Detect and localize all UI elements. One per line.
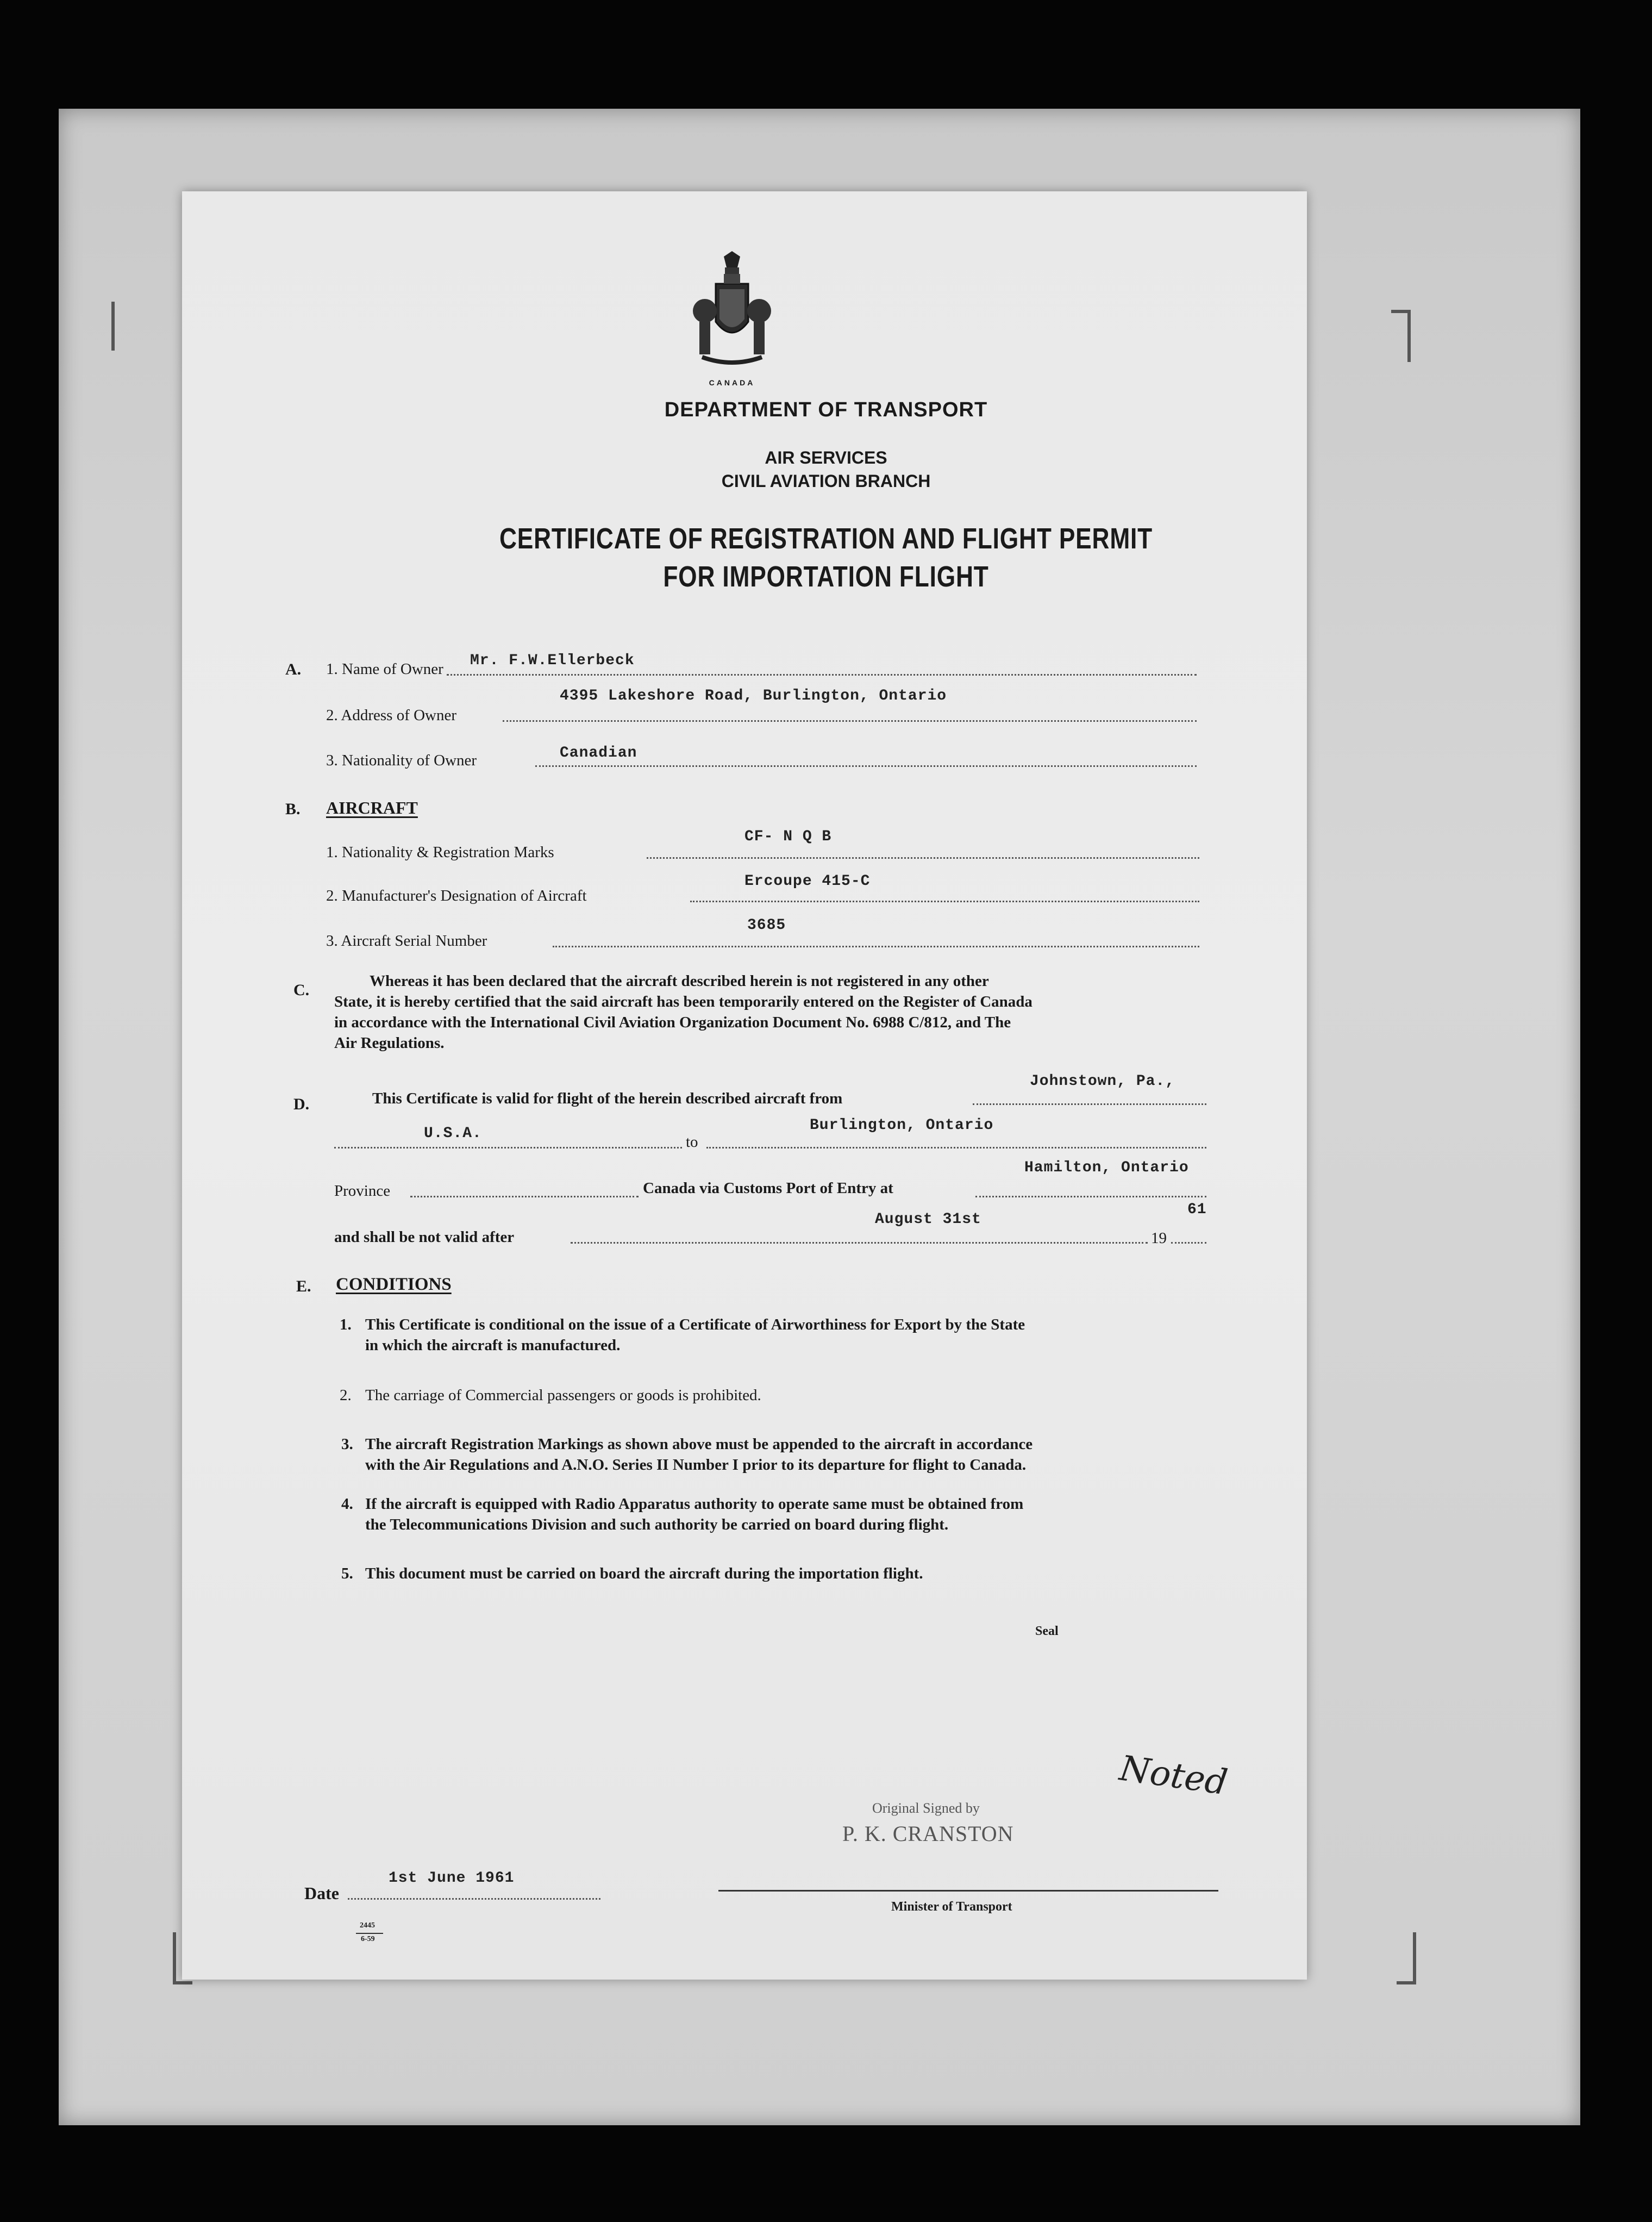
handwritten-note: Noted xyxy=(1117,1748,1230,1803)
customs-port-value: Hamilton, Ontario xyxy=(1024,1159,1189,1176)
condition-1-line-2: in which the aircraft is manufactured. xyxy=(365,1337,621,1354)
signed-stamp-line-2: P. K. CRANSTON xyxy=(842,1821,1014,1846)
section-b-letter: B. xyxy=(285,800,301,818)
owner-address-value: 4395 Lakeshore Road, Burlington, Ontario xyxy=(560,688,947,704)
condition-4-line-2: the Telecommunications Division and such authority be carried on board during flight. xyxy=(365,1516,949,1533)
condition-5-num: 5. xyxy=(341,1565,353,1582)
certificate-title-line2: FOR IMPORTATION FLIGHT xyxy=(663,560,989,593)
declaration-line-4: Air Regulations. xyxy=(334,1034,445,1052)
condition-2-line-1: The carriage of Commercial passengers or goods is prohibited. xyxy=(365,1387,761,1404)
origin-country-line xyxy=(334,1147,682,1149)
designation-line xyxy=(690,901,1199,902)
not-valid-after-value: August 31st xyxy=(875,1211,981,1228)
condition-1-num: 1. xyxy=(340,1316,352,1333)
valid-from-value: Johnstown, Pa., xyxy=(1030,1073,1175,1090)
valid-from-line xyxy=(973,1103,1206,1105)
owner-name-value: Mr. F.W.Ellerbeck xyxy=(470,652,635,669)
province-label: Province xyxy=(334,1182,391,1200)
valid-from-text: This Certificate is valid for flight of the herein described aircraft from xyxy=(372,1090,843,1107)
condition-3-num: 3. xyxy=(341,1435,353,1453)
owner-address-line xyxy=(503,720,1197,722)
minister-label: Minister of Transport xyxy=(891,1900,1012,1914)
condition-4-num: 4. xyxy=(341,1495,353,1513)
seal-label: Seal xyxy=(1035,1624,1059,1638)
coat-of-arms-icon xyxy=(691,251,773,376)
section-a-letter: A. xyxy=(285,660,302,678)
condition-1-line-1: This Certificate is conditional on the issue of a Certificate of Airworthiness for Export by the State xyxy=(365,1316,1025,1333)
origin-country-value: U.S.A. xyxy=(424,1125,482,1142)
date-label: Date xyxy=(304,1883,339,1903)
serial-number-line xyxy=(553,946,1199,947)
aircraft-heading: AIRCRAFT xyxy=(326,798,418,817)
condition-3-line-1: The aircraft Registration Markings as shown above must be appended to the aircraft in accordance xyxy=(365,1435,1033,1453)
certificate-title-line1: CERTIFICATE OF REGISTRATION AND FLIGHT PERMIT xyxy=(499,522,1153,555)
frame-corner-mark xyxy=(1397,1932,1416,1984)
section-e-letter: E. xyxy=(296,1277,311,1295)
owner-address-label: 2. Address of Owner xyxy=(326,707,457,724)
year-prefix: 19 xyxy=(1151,1229,1167,1247)
designation-value: Ercoupe 415-C xyxy=(744,873,871,890)
destination-value: Burlington, Ontario xyxy=(810,1117,994,1134)
serial-number-value: 3685 xyxy=(747,917,786,934)
serial-number-label: 3. Aircraft Serial Number xyxy=(326,932,487,950)
date-value: 1st June 1961 xyxy=(389,1870,515,1887)
not-valid-after-label: and shall be not valid after xyxy=(334,1228,515,1246)
owner-name-label: 1. Name of Owner xyxy=(326,660,443,678)
year-line xyxy=(1171,1242,1206,1244)
registration-marks-line xyxy=(647,857,1199,859)
condition-2-num: 2. xyxy=(340,1387,352,1404)
section-d-letter: D. xyxy=(293,1095,310,1113)
frame-corner-mark xyxy=(111,302,131,351)
owner-nationality-label: 3. Nationality of Owner xyxy=(326,752,477,769)
condition-4-line-1: If the aircraft is equipped with Radio Apparatus authority to operate same must be obtained from xyxy=(365,1495,1024,1513)
form-number-bottom: 6-59 xyxy=(361,1935,375,1943)
date-line xyxy=(348,1898,600,1900)
form-number-top: 2445 xyxy=(360,1921,375,1930)
crest-caption: CANADA xyxy=(709,378,755,387)
declaration-line-2: State, it is hereby certified that the said aircraft has been temporarily entered on the Register of Canada xyxy=(334,993,1032,1010)
customs-port-text: Canada via Customs Port of Entry at xyxy=(643,1179,893,1197)
year-suffix: 61 xyxy=(1187,1201,1207,1218)
section-c-letter: C. xyxy=(293,981,310,999)
condition-5-line-1: This document must be carried on board the aircraft during the importation flight. xyxy=(365,1565,923,1582)
declaration-line-3: in accordance with the International Civil Aviation Organization Document No. 6988 C/812, and The xyxy=(334,1014,1011,1031)
signature-line xyxy=(718,1890,1218,1892)
destination-line xyxy=(706,1147,1206,1149)
declaration-line-1: Whereas it has been declared that the aircraft described herein is not registered in any other xyxy=(370,972,989,990)
designation-label: 2. Manufacturer's Designation of Aircraft xyxy=(326,887,587,904)
signed-stamp-line-1: Original Signed by xyxy=(872,1800,980,1816)
branch-title: CIVIL AVIATION BRANCH xyxy=(721,471,931,491)
conditions-heading: CONDITIONS xyxy=(336,1275,452,1294)
service-title: AIR SERVICES xyxy=(765,448,887,467)
not-valid-after-line xyxy=(571,1242,1148,1244)
frame-corner-mark xyxy=(1391,310,1411,362)
owner-nationality-value: Canadian xyxy=(560,745,637,762)
department-title: DEPARTMENT OF TRANSPORT xyxy=(664,398,988,421)
to-label: to xyxy=(686,1133,698,1151)
owner-name-line xyxy=(447,674,1197,676)
province-line xyxy=(410,1196,639,1197)
form-number-divider xyxy=(356,1933,383,1934)
condition-3-line-2: with the Air Regulations and A.N.O. Series II Number I prior to its departure for flight to Canada. xyxy=(365,1456,1027,1474)
owner-nationality-line xyxy=(535,765,1197,767)
registration-marks-value: CF- N Q B xyxy=(744,828,832,845)
customs-port-line xyxy=(975,1196,1206,1197)
registration-marks-label: 1. Nationality & Registration Marks xyxy=(326,844,554,861)
